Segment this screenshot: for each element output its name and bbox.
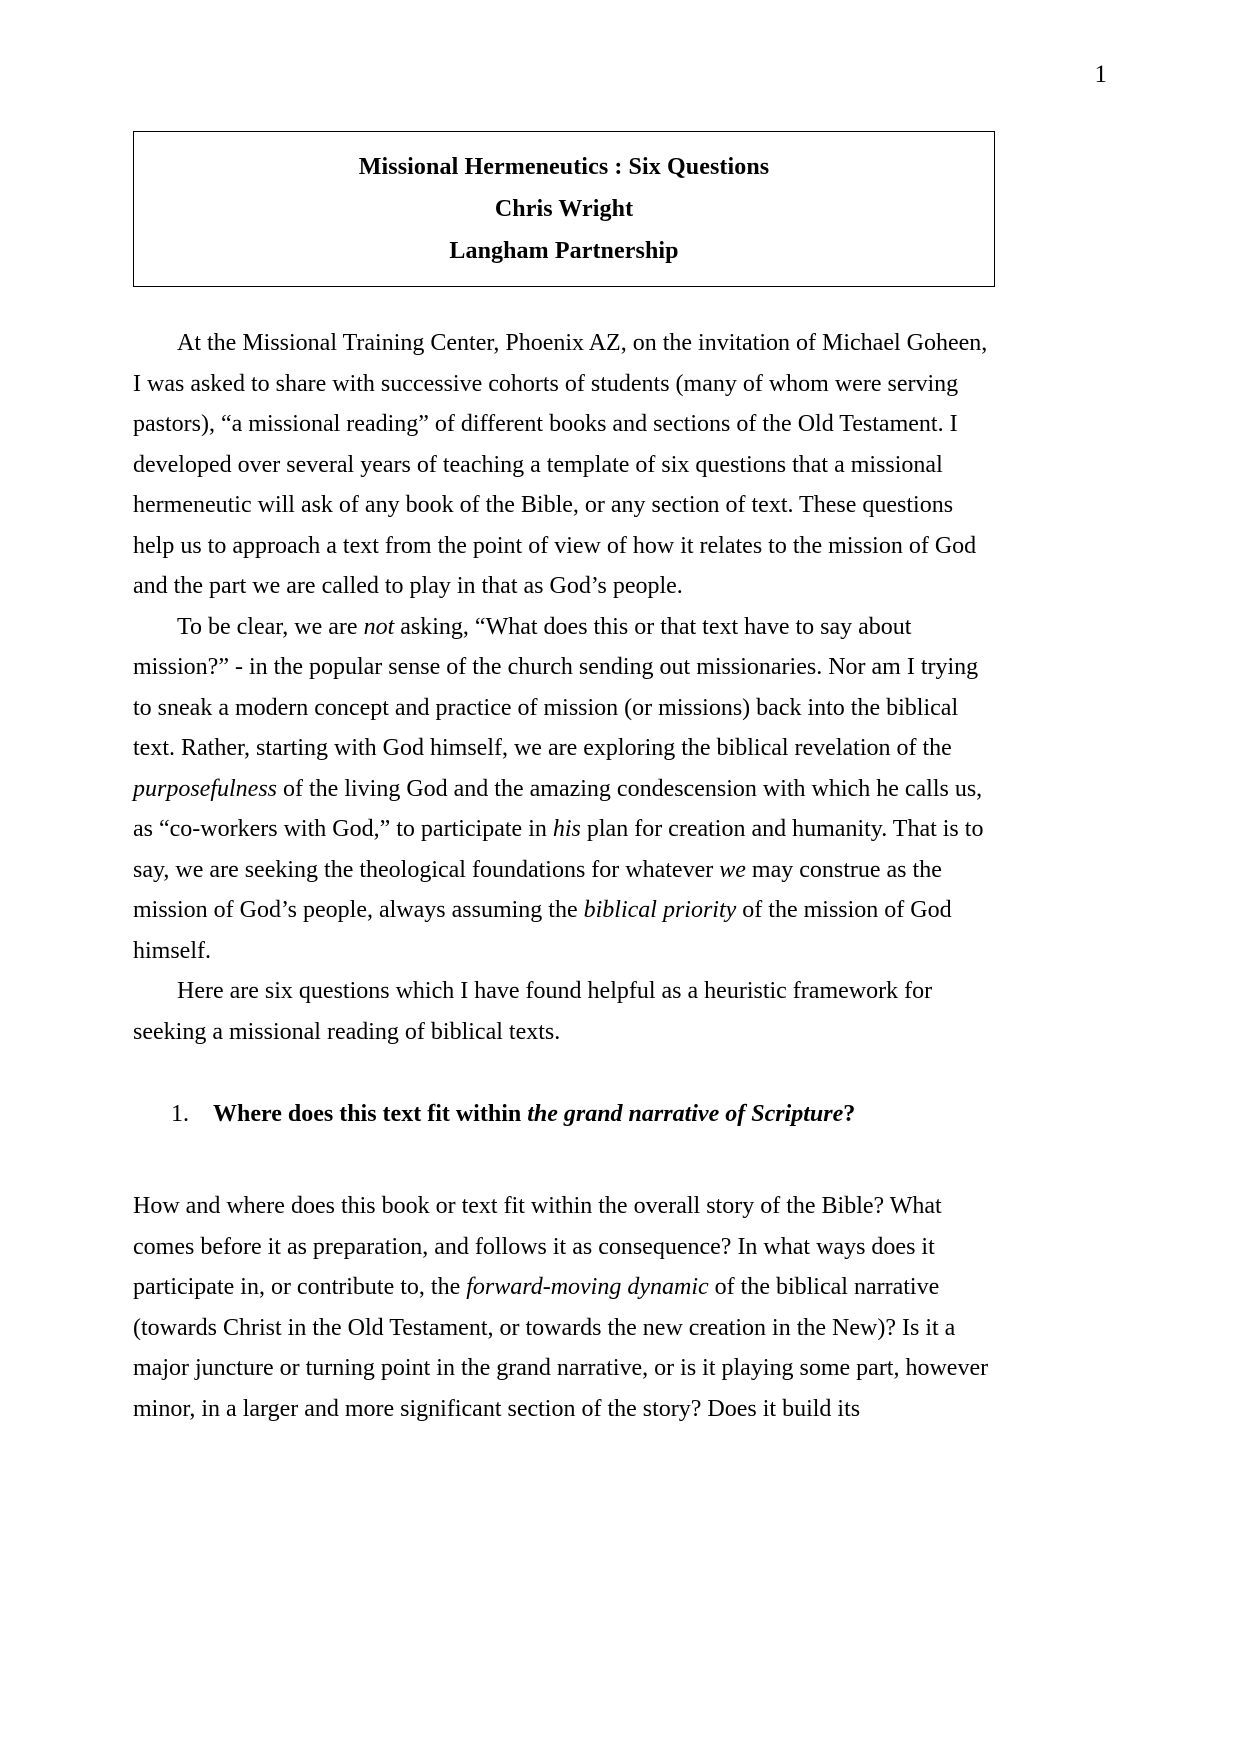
emphasis-biblical-priority: biblical priority [583, 897, 737, 923]
title-box [133, 131, 995, 287]
para4-seg-a: How and where does this book or text fit within the overall story of the Bible? What comes before it as preparation, and follows it as consequence? In what ways does it participate in, or contribute to, the [133, 1193, 942, 1300]
author-name: Chris Wright [494, 196, 634, 222]
paragraph-six-questions-intro: Here are six questions which I have found helpful as a heuristic framework for seeking a missional reading of biblical texts. [133, 978, 933, 1045]
para2-seg-b: asking, “What does this or that text have to say about mission?” - in the popular sense of the church sending out missionaries. Nor am I trying to sneak a modern concept and practice of mission (or missions) back into the biblical text. Rather, starting with God himself, we are exploring the biblical revelation of the [133, 613, 979, 761]
organization-name: Langham Partnership [449, 238, 679, 264]
emphasis-we: we [719, 856, 746, 883]
heading1-plain: Where does this text fit within [213, 1101, 528, 1127]
heading1-italic: the grand narrative of Scripture [527, 1101, 844, 1127]
para4-seg-b: of the biblical narrative (towards Christ in the Old Testament, or towards the new creation in the New)? Is it a major juncture or turning point in the grand narrative, or is it playing some part, however minor, in a larger and more significant section of the story? Does it build its [133, 1274, 989, 1422]
document-content [133, 131, 995, 1429]
paragraph-question-1-body [133, 1186, 995, 1429]
question-heading-1-text [213, 1094, 855, 1134]
para2-seg-e: may construe as the mission of God’s people, always assuming the [133, 856, 942, 923]
emphasis-not: not [363, 613, 395, 640]
paragraph-clarification [133, 607, 995, 972]
para2-seg-c: of the living God and the amazing condescension with which he calls us, as “co-workers with God,” to participate in [133, 775, 983, 842]
body-text [133, 323, 995, 1429]
document-title: Missional Hermeneutics : Six Questions [358, 154, 770, 180]
page-number: 1 [1094, 61, 1107, 88]
emphasis-purposefulness: purposefulness [133, 775, 277, 802]
question-heading-1 [133, 1094, 995, 1134]
para2-seg-d: plan for creation and humanity. That is to say, we are seeking the theological foundations for whatever [133, 816, 984, 883]
paragraph-intro: At the Missional Training Center, Phoenix AZ, on the invitation of Michael Goheen, I was asked to share with successive cohorts of students (many of whom were serving pastors), “a missional reading” of different books and sections of the Old Testament. I developed over several years of teaching a template of six questions that a missional hermeneutic will ask of any book of the Bible, or any section of text. These questions help us to approach a text from the point of view of how it relates to the mission of God and the part we are called to play in that as God’s people. [133, 330, 988, 599]
question-number-1: 1. [171, 1101, 189, 1127]
emphasis-his: his [552, 816, 581, 842]
emphasis-forward-moving-dynamic: forward-moving dynamic [466, 1274, 709, 1300]
spacer-before-heading [133, 1052, 995, 1094]
spacer-after-heading [133, 1134, 995, 1186]
para2-seg-f: of the mission of God himself. [133, 897, 952, 964]
para2-seg-a: To be clear, we are [177, 613, 364, 640]
heading1-tail: ? [843, 1101, 856, 1127]
